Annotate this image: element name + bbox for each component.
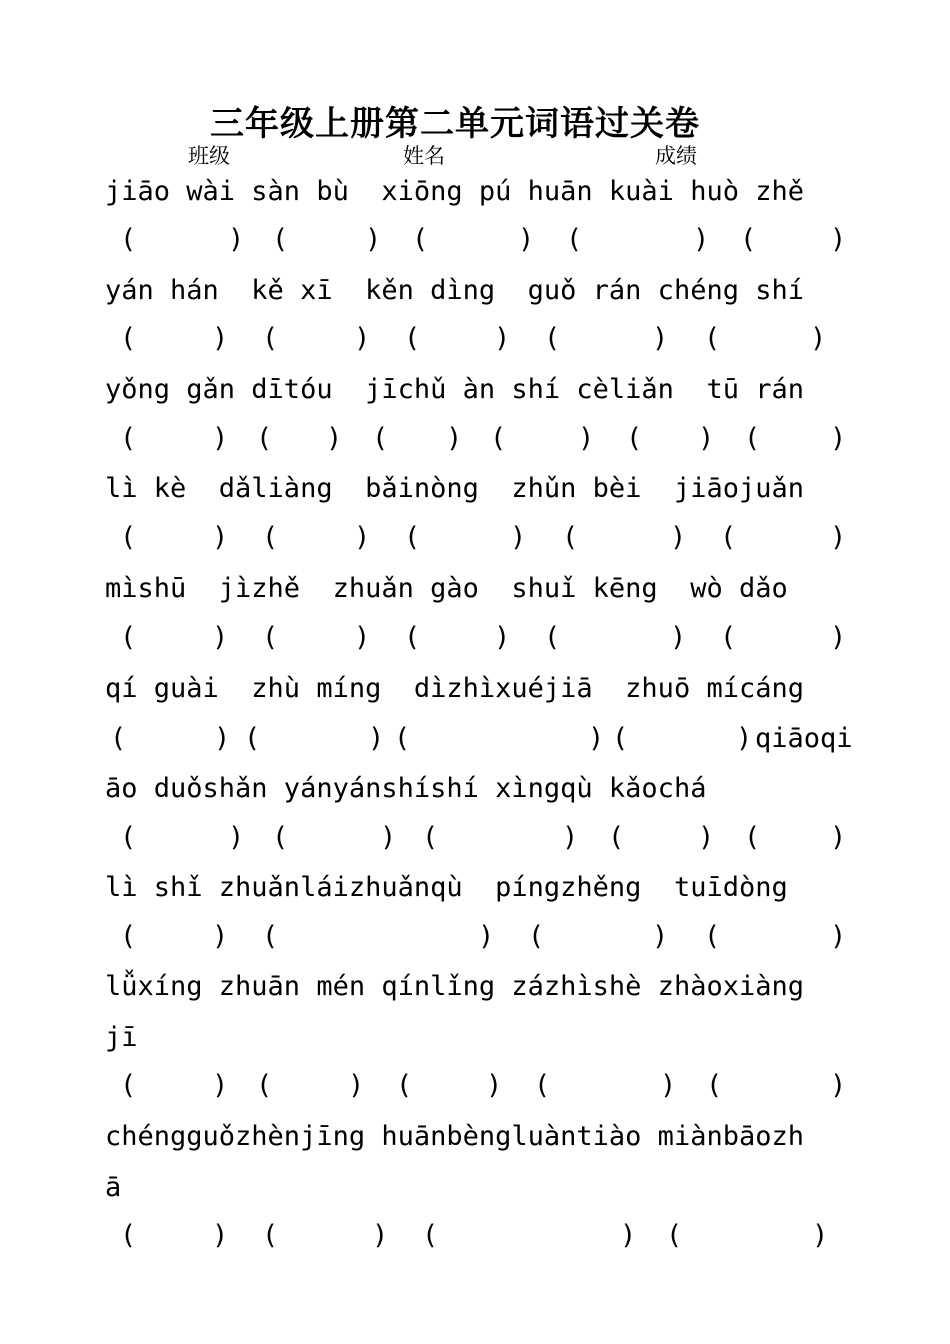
- pinyin-line-3: yǒng gǎn dītóu jīchǔ àn shí cèliǎn tū rán: [105, 374, 804, 405]
- blank-open-paren: (: [262, 622, 279, 653]
- blank-open-paren: (: [120, 224, 137, 255]
- blank-close-paren: ): [830, 423, 847, 454]
- blank-open-paren: (: [120, 423, 137, 454]
- blank-open-paren: (: [626, 423, 643, 454]
- blank-close-paren: ): [510, 522, 527, 553]
- blank-open-paren: (: [372, 423, 389, 454]
- blank-close-paren: ): [212, 323, 229, 354]
- blank-close-paren: ): [830, 1070, 847, 1101]
- blank-close-paren: ): [670, 622, 687, 653]
- blank-close-paren: ): [830, 522, 847, 553]
- blank-open-paren: (: [120, 323, 137, 354]
- blank-close-paren: ): [812, 1220, 829, 1251]
- blank-close-paren: ): [228, 224, 245, 255]
- blank-open-paren: (: [744, 822, 761, 853]
- blank-close-paren: ): [354, 622, 371, 653]
- pinyin-line-5: mìshū jìzhě zhuǎn gào shuǐ kēng wò dǎo: [105, 573, 788, 604]
- pinyin-line-9: lì shǐ zhuǎnláizhuǎnqù píngzhěng tuīdòng: [105, 872, 788, 903]
- blank-open-paren: (: [396, 1070, 413, 1101]
- blank-close-paren: ): [494, 622, 511, 653]
- blank-close-paren: ): [620, 1220, 637, 1251]
- blank-close-paren: ): [693, 224, 710, 255]
- blank-open-paren: (: [534, 1070, 551, 1101]
- blank-close-paren: ): [652, 323, 669, 354]
- blank-open-paren: (: [706, 1070, 723, 1101]
- blank-close-paren: ): [810, 323, 827, 354]
- blank-close-paren: ): [588, 723, 605, 754]
- blank-open-paren: (: [262, 522, 279, 553]
- blank-close-paren: ): [212, 423, 229, 454]
- blank-close-paren: ): [830, 822, 847, 853]
- blank-close-paren: ): [830, 224, 847, 255]
- blank-close-paren: ): [830, 622, 847, 653]
- blank-open-paren: (: [244, 723, 261, 754]
- blank-open-paren: (: [256, 423, 273, 454]
- pinyin-line-11: jī: [105, 1022, 138, 1053]
- blank-open-paren: (: [704, 323, 721, 354]
- blank-open-paren: (: [612, 723, 629, 754]
- name-label: 姓名: [403, 144, 445, 168]
- blank-open-paren: (: [544, 622, 561, 653]
- blank-open-paren: (: [412, 224, 429, 255]
- blank-close-paren: ): [214, 723, 231, 754]
- blank-close-paren: ): [365, 224, 382, 255]
- blank-close-paren: ): [354, 323, 371, 354]
- pinyin-line-12: chéngguǒzhènjīng huānbèngluàntiào miànbāozh: [105, 1121, 804, 1152]
- blank-open-paren: (: [394, 723, 411, 754]
- blank-open-paren: (: [666, 1220, 683, 1251]
- pinyin-line-6: qí guài zhù míng dìzhìxuéjiā zhuō mícáng: [105, 673, 804, 704]
- blank-close-paren: ): [228, 822, 245, 853]
- blank-close-paren: ): [348, 1070, 365, 1101]
- blank-open-paren: (: [422, 1220, 439, 1251]
- blank-open-paren: (: [544, 323, 561, 354]
- worksheet-title: 三年级上册第二单元词语过关卷: [210, 104, 700, 144]
- blank-open-paren: (: [272, 822, 289, 853]
- blank-open-paren: (: [704, 921, 721, 952]
- blank-close-paren: ): [830, 921, 847, 952]
- blank-close-paren: ): [698, 822, 715, 853]
- blank-close-paren: ): [326, 423, 343, 454]
- blank-open-paren: (: [110, 723, 127, 754]
- blank-open-paren: (: [720, 522, 737, 553]
- score-label: 成绩: [655, 144, 697, 168]
- blank-close-paren: ): [368, 723, 385, 754]
- blank-open-paren: (: [404, 622, 421, 653]
- blank-open-paren: (: [422, 822, 439, 853]
- blank-open-paren: (: [262, 1220, 279, 1251]
- blank-open-paren: (: [404, 323, 421, 354]
- blank-open-paren: (: [120, 1220, 137, 1251]
- blank-close-paren: ): [736, 723, 753, 754]
- blank-close-paren: ): [212, 522, 229, 553]
- blank-open-paren: (: [120, 622, 137, 653]
- pinyin-line-2: yán hán kě xī kěn dìng guǒ rán chéng shí: [105, 275, 804, 306]
- blank-open-paren: (: [744, 423, 761, 454]
- blank-open-paren: (: [720, 622, 737, 653]
- blank-open-paren: (: [120, 1070, 137, 1101]
- blank-open-paren: (: [528, 921, 545, 952]
- blank-open-paren: (: [562, 522, 579, 553]
- blank-close-paren: ): [652, 921, 669, 952]
- pinyin-line-1: jiāo wài sàn bù xiōng pú huān kuài huò zhě: [105, 176, 804, 207]
- blank-close-paren: ): [372, 1220, 389, 1251]
- blank-close-paren: ): [354, 522, 371, 553]
- blank-close-paren: ): [562, 822, 579, 853]
- blank-close-paren: ): [578, 423, 595, 454]
- blank-close-paren: ): [212, 921, 229, 952]
- blank-open-paren: (: [404, 522, 421, 553]
- blank-open-paren: (: [566, 224, 583, 255]
- blank-close-paren: ): [660, 1070, 677, 1101]
- blank-open-paren: (: [120, 822, 137, 853]
- blank-close-paren: ): [446, 423, 463, 454]
- blank-close-paren: ): [518, 224, 535, 255]
- pinyin-line-8: āo duǒshǎn yányánshíshí xìngqù kǎochá: [105, 773, 707, 804]
- blank-close-paren: ): [486, 1070, 503, 1101]
- blank-open-paren: (: [256, 1070, 273, 1101]
- blank-close-paren: ): [380, 822, 397, 853]
- pinyin-line-7-tail: qiāoqi: [755, 723, 853, 754]
- pinyin-line-13: ā: [105, 1172, 122, 1203]
- blank-close-paren: ): [478, 921, 495, 952]
- blank-open-paren: (: [120, 522, 137, 553]
- blank-open-paren: (: [262, 921, 279, 952]
- blank-open-paren: (: [272, 224, 289, 255]
- blank-open-paren: (: [740, 224, 757, 255]
- blank-close-paren: ): [698, 423, 715, 454]
- class-label: 班级: [188, 144, 230, 168]
- blank-close-paren: ): [670, 522, 687, 553]
- blank-close-paren: ): [212, 622, 229, 653]
- pinyin-line-10: lǚxíng zhuān mén qínlǐng zázhìshè zhàoxiàng: [105, 971, 804, 1002]
- blank-close-paren: ): [212, 1070, 229, 1101]
- blank-open-paren: (: [262, 323, 279, 354]
- blank-open-paren: (: [608, 822, 625, 853]
- pinyin-line-4: lì kè dǎliàng bǎinòng zhǔn bèi jiāojuǎn: [105, 473, 804, 504]
- blank-open-paren: (: [490, 423, 507, 454]
- blank-close-paren: ): [212, 1220, 229, 1251]
- blank-close-paren: ): [494, 323, 511, 354]
- blank-open-paren: (: [120, 921, 137, 952]
